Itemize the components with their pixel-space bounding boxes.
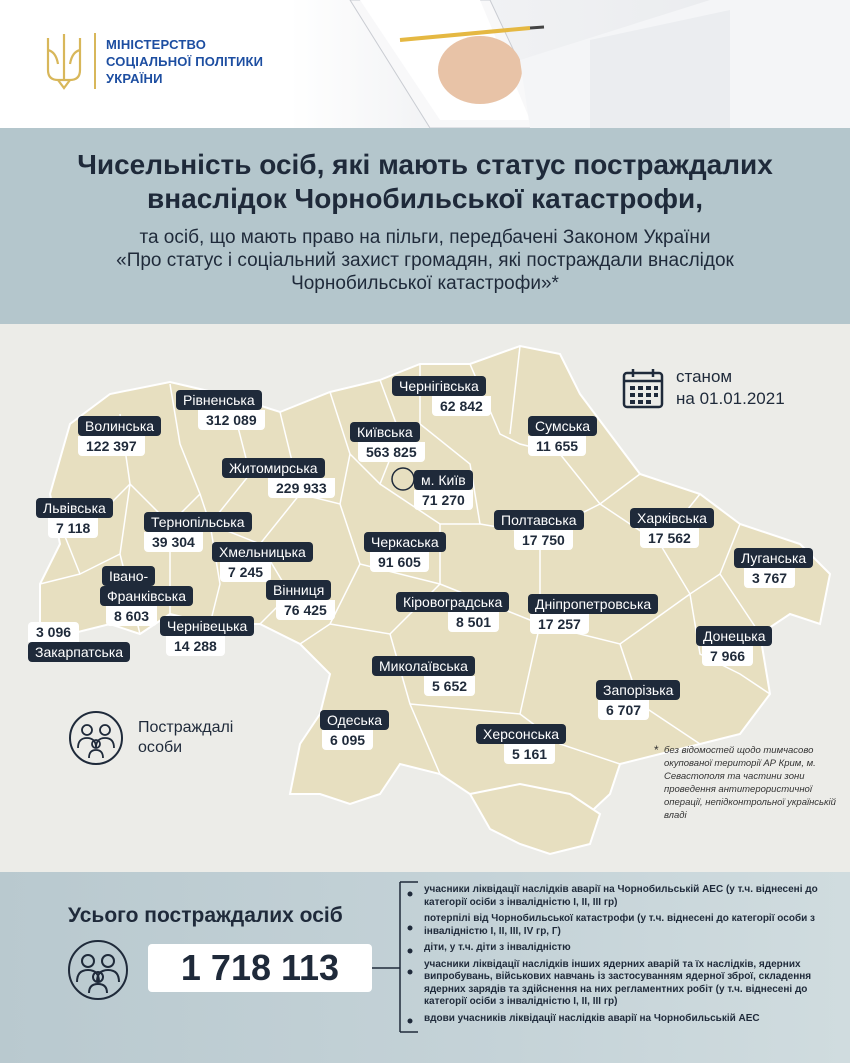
region-name: Дніпропетровська xyxy=(528,594,658,614)
region-value: 17 750 xyxy=(514,530,573,550)
region-khmelnytska xyxy=(212,542,313,582)
ministry-line-3: УКРАЇНИ xyxy=(106,70,163,86)
region-name: Херсонська xyxy=(476,724,566,744)
logo-divider xyxy=(94,33,96,89)
region-name: Донецька xyxy=(696,626,772,646)
totals-section xyxy=(0,872,850,1063)
region-name: Одеська xyxy=(320,710,389,730)
region-value: 5 161 xyxy=(504,744,555,764)
region-value: 7 245 xyxy=(220,562,271,582)
region-name: Миколаївська xyxy=(372,656,475,676)
category-item: потерпілі від Чорнобильської катастрофи (у т.ч. віднесені до категорії особи з інвалідністю І, ІІ, ІІІ, IV гр, Г) xyxy=(424,913,816,937)
region-zhytomyrska xyxy=(222,458,335,498)
region-value: 6 095 xyxy=(322,730,373,750)
category-item: вдови учасників ліквідації наслідків аварії на Чорнобильській АЕС xyxy=(424,1012,760,1024)
region-name: Полтавська xyxy=(494,510,584,530)
region-luhanska xyxy=(734,548,813,588)
date-line-2: на 01.01.2021 xyxy=(676,389,785,408)
region-value: 71 270 xyxy=(414,490,473,510)
ministry-line-2: СОЦІАЛЬНОЇ ПОЛІТИКИ xyxy=(106,53,264,69)
page-subtitle xyxy=(0,226,850,295)
region-value: 6 707 xyxy=(598,700,649,720)
region-value: 62 842 xyxy=(432,396,491,416)
region-value: 11 655 xyxy=(528,436,586,456)
region-donetska xyxy=(696,626,772,666)
region-name: Чернігівська xyxy=(392,376,486,396)
region-sumska xyxy=(528,416,597,456)
region-cherkaska xyxy=(364,532,446,572)
region-name: Кіровоградська xyxy=(396,592,509,612)
region-poltavska xyxy=(494,510,584,550)
category-list xyxy=(424,884,824,1029)
region-name: Житомирська xyxy=(222,458,325,478)
region-name: Вінниця xyxy=(266,580,331,600)
region-lvivska xyxy=(36,498,113,538)
region-name: Закарпатська xyxy=(28,642,130,662)
region-kirovohradska xyxy=(396,592,509,632)
region-khersonska xyxy=(476,724,566,764)
kyiv-city-marker xyxy=(392,468,414,490)
map-area xyxy=(0,324,850,872)
region-value: 563 825 xyxy=(358,442,425,462)
region-value: 17 562 xyxy=(640,528,699,548)
region-name: Хмельницька xyxy=(212,542,313,562)
total-value: 1 718 113 xyxy=(148,944,372,992)
region-name: Львівська xyxy=(36,498,113,518)
region-value: 17 257 xyxy=(530,614,589,634)
region-value: 312 089 xyxy=(198,410,265,430)
ministry-name xyxy=(106,36,263,87)
region-name: Чернівецька xyxy=(160,616,254,636)
category-item: учасники ліквідації наслідків аварії на Чорнобильській АЕС (у т.ч. віднесені до категорії осіби з інвалідністю І, ІІ, ІІІ гр) xyxy=(424,884,818,908)
region-value: 91 605 xyxy=(370,552,429,572)
region-value: 39 304 xyxy=(144,532,203,552)
region-name: Волинська xyxy=(78,416,161,436)
region-name: Харківська xyxy=(630,508,714,528)
date-label xyxy=(676,366,785,410)
region-name: м. Київ xyxy=(414,470,473,490)
ministry-line-1: МІНІСТЕРСТВО xyxy=(106,36,207,52)
region-name: Рівненська xyxy=(176,390,262,410)
category-item: учасники ліквідації наслідків інших ядерних аварій та їх наслідків, ядерних випробувань, військових навчань із застосуванням ядерної зброї, складення ядерних зарядів та здійснення на них регламентних робіт (у т.ч. віднесені до категорії осіби з інвалідністю І, ІІ, ІІІ гр) xyxy=(424,958,812,1007)
region-value: 76 425 xyxy=(276,600,335,620)
ministry-logo xyxy=(40,30,263,92)
header xyxy=(0,0,850,128)
region-kyivska xyxy=(350,422,425,462)
date-info xyxy=(622,366,785,410)
bracket-connector xyxy=(0,872,430,1063)
region-value: 7 118 xyxy=(48,518,98,538)
calendar-icon xyxy=(622,367,664,409)
region-volynska xyxy=(78,416,161,456)
subtitle-line-3: Чорнобильської катастрофи»* xyxy=(291,273,559,294)
map-legend xyxy=(68,710,233,766)
legend-label xyxy=(138,718,233,758)
clipboard-hand-illustration xyxy=(290,0,850,128)
region-name: Сумська xyxy=(528,416,597,436)
region-name-part-2: Франківська xyxy=(100,586,193,606)
region-value: 8 501 xyxy=(448,612,499,632)
region-name-part-1: Івано- xyxy=(102,566,155,586)
affected-people-icon xyxy=(68,710,124,766)
page-title xyxy=(0,148,850,216)
trident-icon xyxy=(40,30,88,92)
region-chernivetska xyxy=(160,616,254,656)
region-rivnenska xyxy=(176,390,265,430)
region-value: 3 096 xyxy=(28,622,79,642)
region-zakarpatska xyxy=(28,622,130,662)
region-kharkivska xyxy=(630,508,714,548)
subtitle-line-1: та осіб, що мають право на пільги, передбачені Законом України xyxy=(139,227,711,248)
date-line-1: станом xyxy=(676,367,733,386)
region-chernihivska xyxy=(392,376,491,416)
region-value: 14 288 xyxy=(166,636,225,656)
region-name: Черкаська xyxy=(364,532,446,552)
legend-line-2: особи xyxy=(138,739,183,756)
title-line-2: внаслідок Чорнобильської катастрофи, xyxy=(147,183,703,214)
region-name: Запорізька xyxy=(596,680,680,700)
footnote-text: без відомостей щодо тимчасово окупованої території АР Крим, м. Севастополя та частини зони проведення антитерористичної операції, непідконтрольної українській владі xyxy=(664,745,836,821)
legend-line-1: Постраждалі xyxy=(138,719,234,736)
region-name: Луганська xyxy=(734,548,813,568)
title-line-1: Чисельність осіб, які мають статус постраждалих xyxy=(77,149,773,180)
header-photo xyxy=(290,0,850,128)
region-value: 3 767 xyxy=(744,568,795,588)
footnote xyxy=(654,743,844,822)
region-value: 5 652 xyxy=(424,676,475,696)
category-item: діти, у т.ч. діти з інвалідністю xyxy=(424,942,571,953)
region-odeska xyxy=(320,710,389,750)
region-value: 8 603 xyxy=(106,606,157,626)
region-mykolaivska xyxy=(372,656,475,696)
region-dnipropetrovska xyxy=(528,594,658,634)
region-kyiv-city xyxy=(414,470,473,510)
region-name: Тернопільська xyxy=(144,512,252,532)
region-name: Київська xyxy=(350,422,420,442)
footnote-star: * xyxy=(654,743,659,757)
region-value: 122 397 xyxy=(78,436,145,456)
total-label: Усього постраждалих осіб xyxy=(68,904,343,927)
title-band xyxy=(0,128,850,324)
region-value: 229 933 xyxy=(268,478,335,498)
region-vinnytsia xyxy=(266,580,335,620)
region-zaporizka xyxy=(596,680,680,720)
region-value: 7 966 xyxy=(702,646,753,666)
subtitle-line-2: «Про статус і соціальний захист громадян, які постраждали внаслідок xyxy=(116,250,734,271)
